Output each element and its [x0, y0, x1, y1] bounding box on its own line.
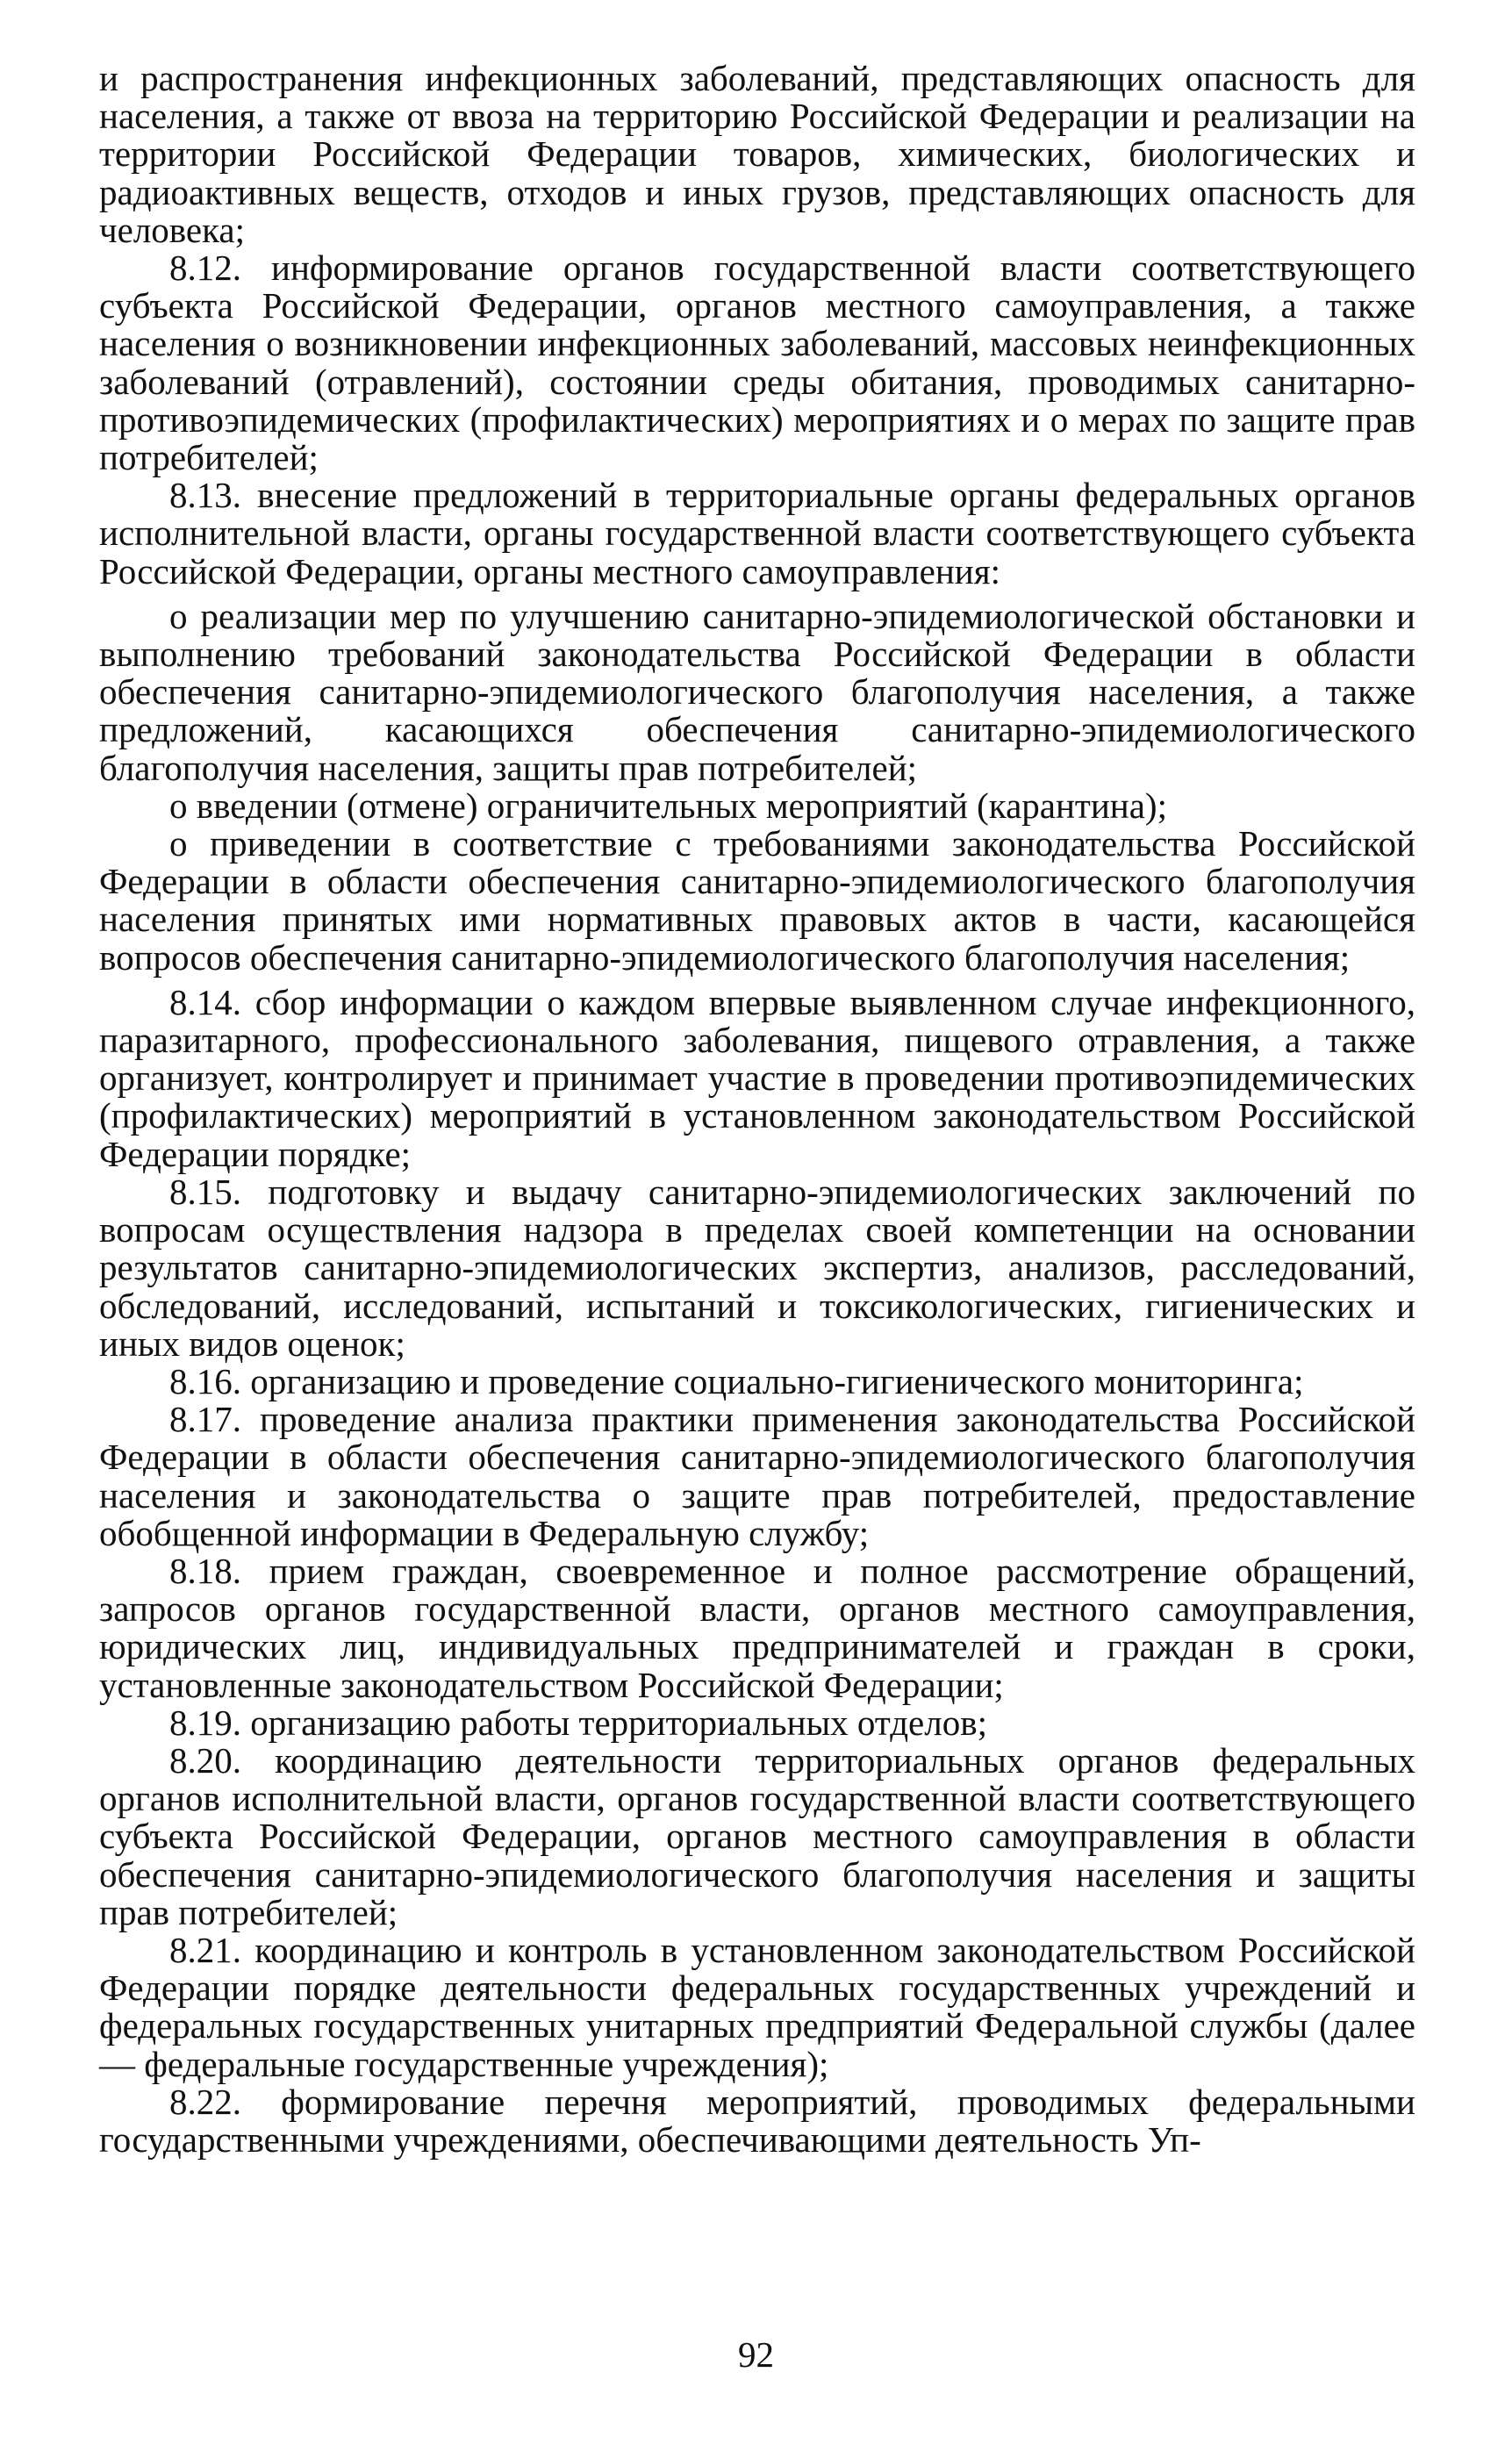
paragraph-8-13-measures: о реализации мер по улучшению санитарно-эпидемиологической обстановки и выполнению требований законодательства Российской Федерации в области обеспечения санитарно-эпидемиологического благополучия населения, а также предложений, касающихся обеспечения санитарно-эпидемиологического благополучия населения, защиты прав потребителей;: [99, 595, 1415, 788]
paragraph-8-16: 8.16. организацию и проведение социально-гигиенического мониторинга;: [169, 1360, 1304, 1401]
paragraph-8-13-quarantine: о введении (отмене) ограничительных мероприятий (карантина);: [169, 785, 1167, 826]
paragraph-8-12: 8.12. информирование органов государственной власти соответствующего субъекта Российской Федерации, органов местного самоуправления, а также населения о возникновении инфекционных заболеваний, массовых неинфекционных заболеваний (отравлений), состоянии среды обитания, проводимых санитарно-противоэпидемических (профилактических) мероприятиях и о мерах по защите прав потребителей;: [99, 247, 1415, 478]
paragraph-8-20: 8.20. координацию деятельности территориальных органов федеральных органов исполнительной власти, органов государственной власти соответствующего субъекта Российской Федерации, органов местного самоуправления в области обеспечения санитарно-эпидемиологического благополучия населения и защиты прав потребителей;: [99, 1739, 1415, 1932]
paragraph-8-21: 8.21. координацию и контроль в установленном законодательством Российской Федерации порядке деятельности федеральных государственных учреждений и федеральных государственных унитарных предприятий Федеральной службы (далее — федеральные государственные учреждения);: [99, 1929, 1415, 2084]
paragraph-8-13: 8.13. внесение предложений в территориальные органы федеральных органов исполнительной власти, органы государственной власти соответствующего субъекта Российской Федерации, органы местного самоуправления:: [99, 475, 1415, 591]
paragraph-8-18: 8.18. прием граждан, своевременное и полное рассмотрение обращений, запросов органов государственной власти, органов местного самоуправления, юридических лиц, индивидуальных предпринимателей и граждан в сроки, установленные законодательством Российской Федерации;: [99, 1550, 1415, 1705]
paragraph-8-13-legal-acts: о приведении в соответствие с требованиями законодательства Российской Федерации в области обеспечения санитарно-эпидемиологического благополучия населения принятых ими нормативных правовых актов в части, касающейся вопросов обеспечения санитарно-эпидемиологического благополучия населения;: [99, 823, 1415, 978]
paragraph-8-22: 8.22. формирование перечня мероприятий, проводимых федеральными государственными учреждениями, обеспечивающими деятельность Уп-: [99, 2081, 1415, 2160]
paragraph-8-17: 8.17. проведение анализа практики применения законодательства Российской Федерации в области обеспечения санитарно-эпидемиологического благополучия населения и законодательства о защите прав потребителей, предоставление обобщенной информации в Федеральную службу;: [99, 1399, 1415, 1553]
paragraph-continuation: и распространения инфекционных заболеваний, представляющих опасность для населения, а также от ввоза на территорию Российской Федерации и реализации на территории Российской Федерации товаров, химических, биологических и радиоактивных веществ, отходов и иных грузов, представляющих опасность для человека;: [99, 58, 1415, 250]
paragraph-8-19: 8.19. организацию работы территориальных отделов;: [169, 1702, 987, 1743]
page-number: 92: [738, 2334, 774, 2375]
paragraph-8-14: 8.14. сбор информации о каждом впервые выявленном случае инфекционного, паразитарного, профессионального заболевания, пищевого отравления, а также организует, контролирует и принимает участие в проведении противоэпидемических (профилактических) мероприятий в установленном законодательством Российской Федерации порядке;: [99, 981, 1415, 1174]
paragraph-8-15: 8.15. подготовку и выдачу санитарно-эпидемиологических заключений по вопросам осуществления надзора в пределах своей компетенции на основании результатов санитарно-эпидемиологических экспертиз, анализов, расследований, обследований, исследований, испытаний и токсикологических, гигиенических и иных видов оценок;: [99, 1171, 1415, 1364]
document-page: [99, 60, 1415, 2159]
